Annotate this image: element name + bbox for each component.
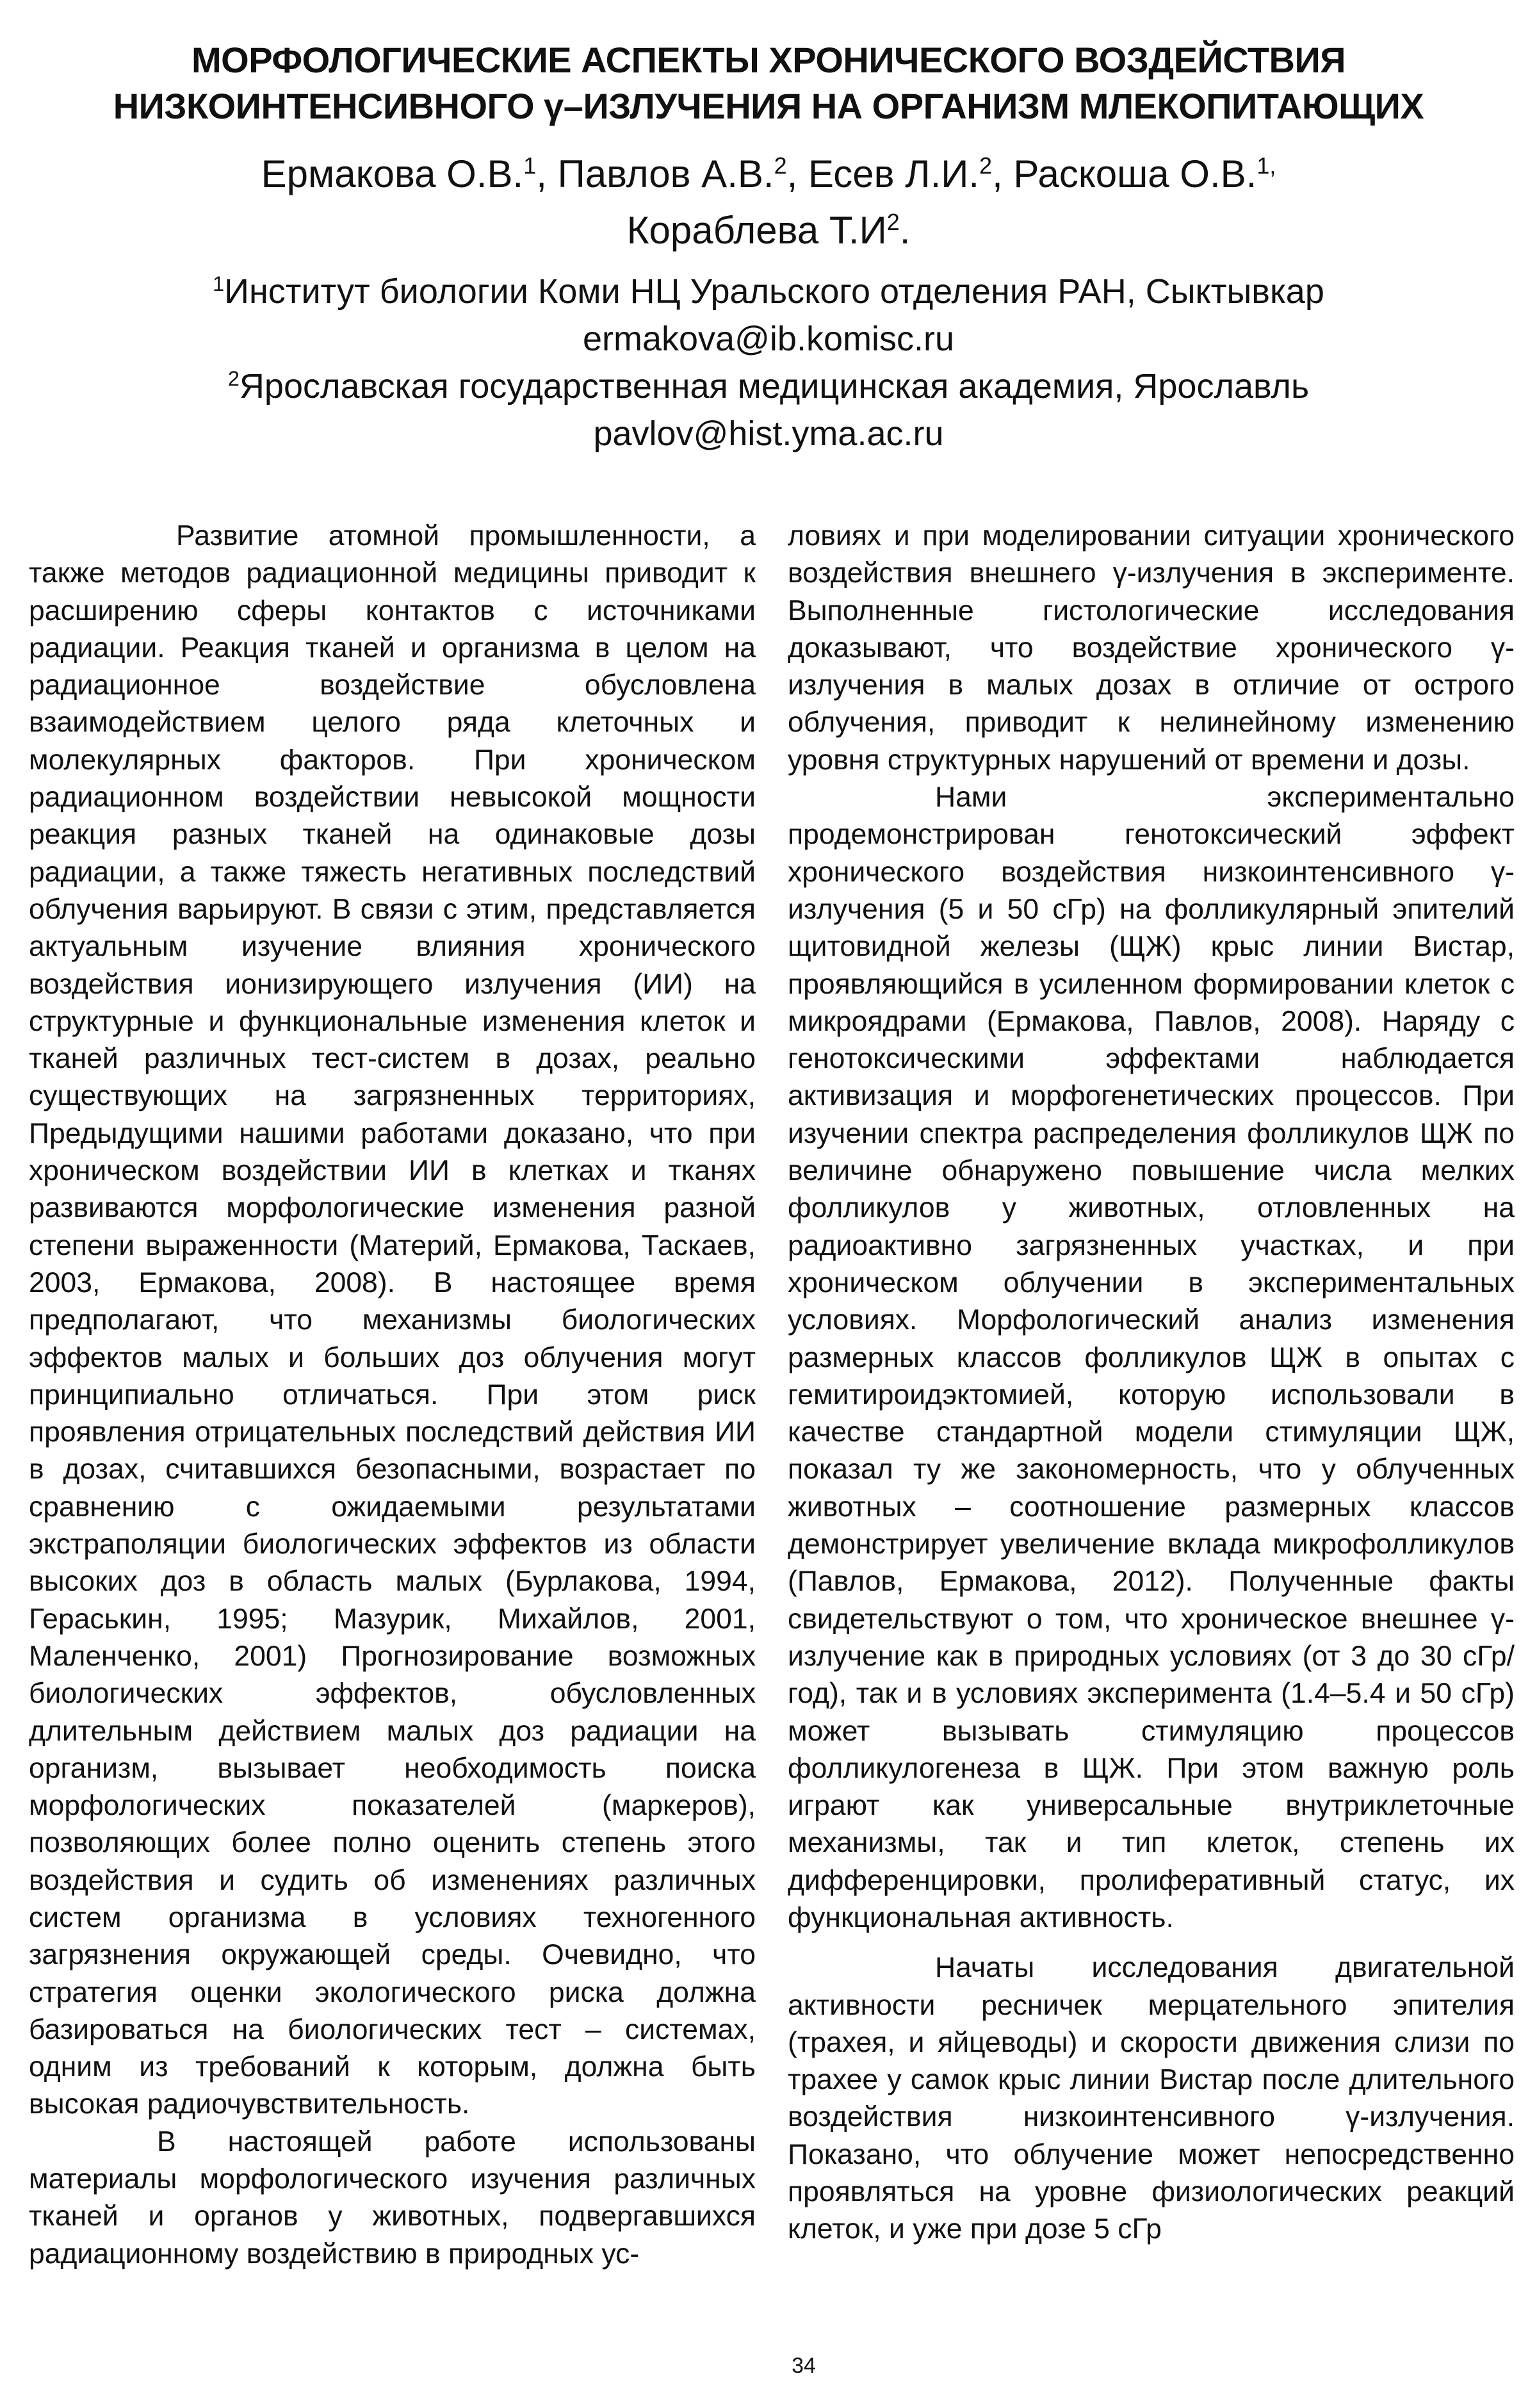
right-column: [788, 518, 1515, 2248]
affiliation-email-2: pavlov@hist.yma.ac.ru: [593, 414, 944, 453]
affiliation-text: Ярославская государственная медицинская академия, Ярославль: [239, 367, 1310, 405]
page-number: 34: [792, 2354, 816, 2378]
affiliation-mark: 2: [227, 367, 240, 390]
author-name: Кораблева Т.И: [626, 209, 887, 252]
body-paragraph: Нами экспериментально продемонстрирован генотоксический эффект хронического воздействия низкоинтенсивного γ-излучения (5 и 50 сГр) на фолликулярный эпителий щитовидной железы (ЩЖ) крыс линии Вистар, проявляющийся в усиленном формировании клеток с микроядрами (Ермакова, Павлов, 2008). Наряду с генотоксическими эффектами наблюдается активизация и морфогенетических процессов. При изучении спектра распределения фолликулов ЩЖ по величине обнаружено повышение числа мелких фолликулов у животных, отловленных на радиоактивно загрязненных участках, и при хроническом облучении в экспериментальных условиях. Морфологический анализ изменения размерных классов фолликулов ЩЖ в опытах с гемитироидэктомией, которую использовали в качестве стандартной модели стимуляции ЩЖ, показал ту же закономерность, что у облученных животных – соотношение размерных классов демонстрирует увеличение вклада микрофолликулов (Павлов, Ермакова, 2012). Полученные факты свидетельствуют о том, что хроническое внешнее γ-излучение как в природных условиях (от 3 до 30 сГр/год), так и в условиях эксперимента (1.4–5.4 и 50 сГр) может вызывать стимуляцию процессов фолликулогенеза в ЩЖ. При этом важную роль играют как универсальные внутриклеточные механизмы, так и тип клеток, степень их дифференцировки, пролиферативный статус, их функциональная активность.: [788, 782, 1515, 1933]
body-paragraph: ловиях и при моделировании ситуации хронического воздействия внешнего γ-излучения в эксперименте. Выполненные гистологические исследования доказывают, что воздействие хронического γ-излучения в малых дозах в отличие от острого облучения, приводит к нелинейному изменению уровня структурных нарушений от времени и дозы.: [788, 520, 1515, 776]
affiliation-2: [128, 363, 1409, 410]
affiliations: [128, 268, 1409, 457]
author-affiliation-mark: 1: [523, 152, 537, 179]
title-line-1: МОРФОЛОГИЧЕСКИЕ АСПЕКТЫ ХРОНИЧЕСКОГО ВОЗДЕЙСТВИЯ: [191, 40, 1346, 80]
body-paragraph: Начаты исследования двигательной активности ресничек мерцательного эпителия (трахея, и яйцеводы) и скорости движения слизи по трахее у самок крыс линии Вистар после длительного воздействия низкоинтенсивного γ-излучения. Показано, что облучение может непосредственно проявляться на уровне физиологических реакций клеток, и уже при дозе 5 сГр: [788, 1952, 1515, 2245]
author-name: Ермакова О.В.: [261, 152, 524, 195]
affiliation-email-1: ermakova@ib.komisc.ru: [583, 320, 954, 358]
author-name: Павлов А.В.: [557, 152, 774, 195]
affiliation-text: Институт биологии Коми НЦ Уральского отделения РАН, Сыктывкар: [224, 272, 1324, 311]
body-paragraph: Развитие атомной промышленности, а также методов радиационной медицины приводит к расширению сферы контактов с источниками радиации. Реакция тканей и организма в целом на радиационное воздействие обусловлена взаимодействием целого ряда клеточных и молекулярных факторов. При хроническом радиационном воздействии невысокой мощности реакция разных тканей на одинаковые дозы радиации, а также тяжесть негативных последствий облучения варьируют. В связи с этим, представляется актуальным изучение влияния хронического воздействия ионизирующего излучения (ИИ) на структурные и функциональные изменения клеток и тканей различных тест-систем в дозах, реально существующих на загрязненных территориях, Предыдущими нашими работами доказано, что при хроническом воздействии ИИ в клетках и тканях развиваются морфологические изменения разной степени выраженности (Материй, Ермакова, Таскаев, 2003, Ермакова, 2008). В настоящее время предполагают, что механизмы биологических эффектов малых и больших доз облучения могут принципиально отличаться. При этом риск проявления отрицательных последствий действия ИИ в дозах, считавшихся безопасными, возрастает по сравнению с ожидаемыми результатами экстраполяции биологических эффектов из области высоких доз в область малых (Бурлакова, 1994, Гераськин, 1995; Мазурик, Михайлов, 2001, Маленченко, 2001) Прогнозирование возможных биологических эффектов, обусловленных длительным действием малых доз радиации на организм, вызывает необходимость поиска морфологических показателей (маркеров), позволяющих более полно оценить степень этого воздействия и судить об изменениях различных систем организма в условиях техногенного загрязнения окружающей среды. Очевидно, что стратегия оценки экологического риска должна базироваться на биологических тест – системах, одним из требований к которым, должна быть высокая радиочувствительность.: [29, 520, 756, 2120]
left-column: [29, 518, 756, 2273]
body-paragraph: В настоящей работе использованы материалы морфологического изучения различных тканей и органов у животных, подвергавшихся радиационному воздействию в природных ус-: [29, 2125, 756, 2270]
author-affiliation-mark: 2: [886, 209, 900, 235]
author-name: Есев Л.И.: [808, 152, 980, 195]
author-affiliation-mark: 1,: [1256, 152, 1276, 179]
affiliation-1: [128, 268, 1409, 315]
author-affiliation-mark: 2: [774, 152, 787, 179]
authors-line-2: Кораблева $Т.И^2$.: [626, 209, 911, 252]
author-list: [128, 146, 1409, 259]
author-name: Раскоша О.В.: [1013, 152, 1257, 195]
affiliation-mark: 1: [213, 272, 225, 295]
title-line-2: НИЗКОИНТЕНСИВНОГО γ–ИЗЛУЧЕНИЯ НА ОРГАНИЗМ МЛЕКОПИТАЮЩИХ: [113, 86, 1424, 126]
author-affiliation-mark: 2: [979, 152, 993, 179]
paper-title: [96, 37, 1441, 129]
authors-line-1: Ермакова О.В.$^1$, Павлов А.В.$^2$, Есев Л.И.$^2$, Раскоша О.В.$^{1,}$: [261, 152, 1276, 195]
